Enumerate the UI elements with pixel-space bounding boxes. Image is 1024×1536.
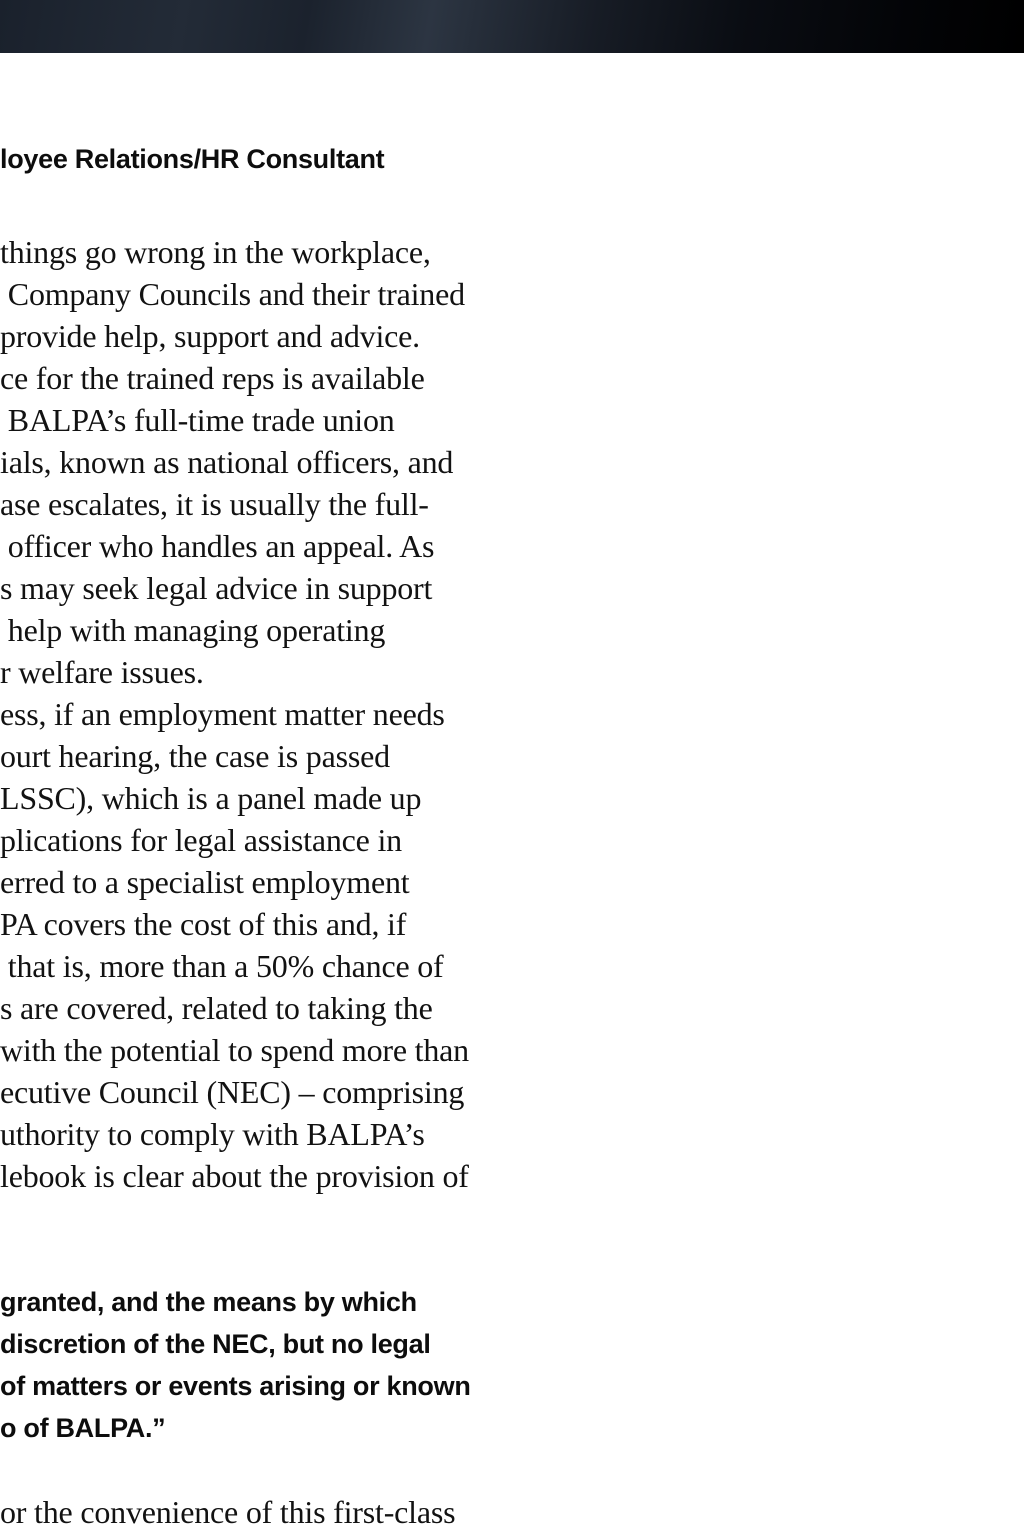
article-text-column [0,231,640,1533]
article-text-line: erred to a specialist employment [0,864,410,900]
article-text-line: s may seek legal advice in support [0,570,433,606]
article-text-line: LSSC), which is a panel made up [0,780,422,816]
article-text-line: uthority to comply with BALPA’s [0,1116,425,1152]
article-text-line: help with managing operating [0,612,386,648]
article-text-line: lebook is clear about the provision of [0,1158,469,1194]
article-text-line: provide help, support and advice. [0,318,420,354]
article-blank-line [0,1239,640,1281]
article-text-line: officer who handles an appeal. As [0,528,435,564]
article-text-line: plications for legal assistance in [0,822,402,858]
article-text-line: of matters or events arising or known [0,1371,471,1401]
article-text-line: that is, more than a 50% chance of [0,948,444,984]
article-text-line: with the potential to spend more than [0,1032,469,1068]
article-text-line: or the convenience of this first-class [0,1494,456,1530]
article-text-line: ase escalates, it is usually the full- [0,486,429,522]
article-blank-line [0,1197,640,1239]
article-text-line: ess, if an employment matter needs [0,696,445,732]
article-text-line: PA covers the cost of this and, if [0,906,407,942]
header-photo-strip [0,0,1024,53]
article-text-line: r welfare issues. [0,654,204,690]
article-text-line: BALPA’s full-time trade union [0,402,395,438]
article-text-line: ials, known as national officers, and [0,444,454,480]
article-text-line: s are covered, related to taking the [0,990,433,1026]
article-text-line: ecutive Council (NEC) – comprising [0,1074,465,1110]
article-text-line: o of BALPA.” [0,1413,166,1443]
article-text-line: ce for the trained reps is available [0,360,425,396]
article-text-line: ourt hearing, the case is passed [0,738,390,774]
article-blank-line [0,1449,640,1491]
article-text-line: things go wrong in the workplace, [0,234,431,270]
article-text-line: Company Councils and their trained [0,276,465,312]
article-text-line: granted, and the means by which [0,1287,417,1317]
job-title-heading: loyee Relations/HR Consultant [0,144,385,175]
article-text-line: discretion of the NEC, but no legal [0,1329,431,1359]
